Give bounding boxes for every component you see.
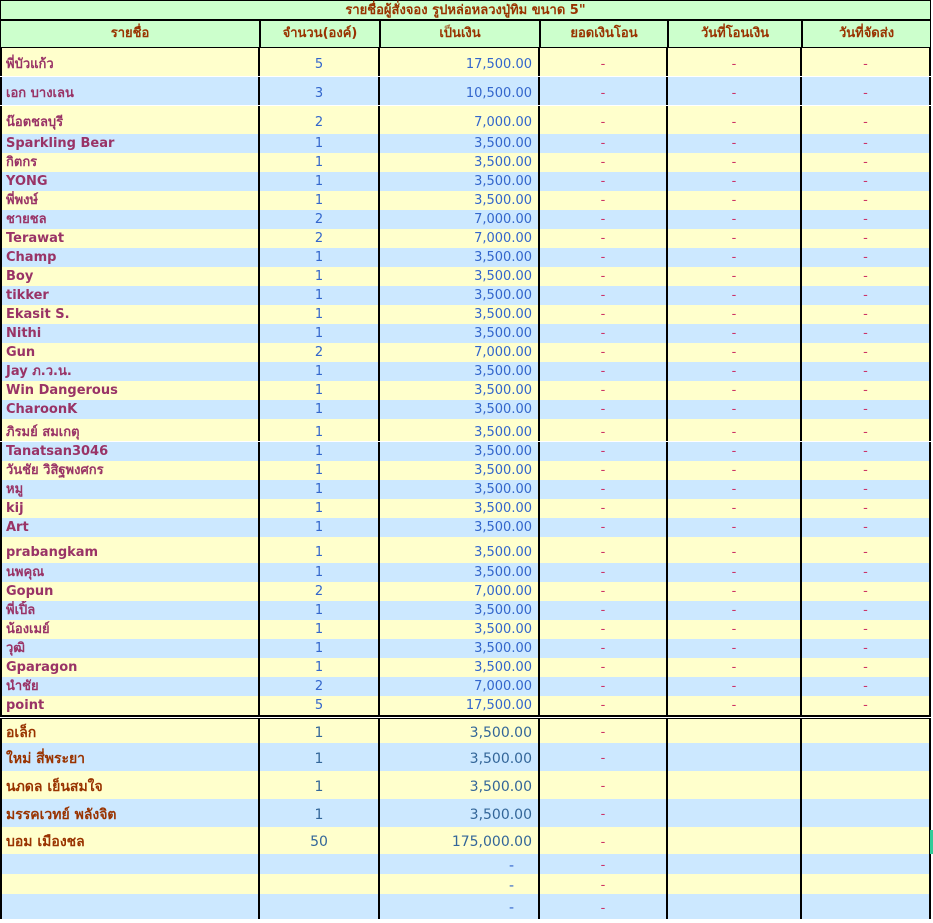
cell-qty[interactable]: 1	[260, 419, 380, 441]
cell-amount[interactable]: 3,500.00	[380, 639, 540, 658]
cell-transfer[interactable]: -	[540, 362, 668, 381]
cell-name[interactable]: อเล็ก	[0, 719, 260, 743]
cell-transfer-date[interactable]: -	[668, 620, 802, 639]
cell-name[interactable]: Gparagon	[0, 658, 260, 677]
cell-amount[interactable]: 3,500.00	[380, 601, 540, 620]
cell-name[interactable]: tikker	[0, 286, 260, 305]
cell-transfer[interactable]: -	[540, 518, 668, 537]
cell-qty[interactable]: 2	[260, 343, 380, 362]
cell-qty[interactable]: 1	[260, 442, 380, 461]
table-row	[0, 106, 931, 134]
cell-amount[interactable]: 17,500.00	[380, 48, 540, 76]
cell-amount[interactable]: 7,000.00	[380, 106, 540, 134]
cell-qty[interactable]: 1	[260, 639, 380, 658]
cell-transfer-date[interactable]	[668, 743, 802, 771]
cell-ship-date[interactable]: -	[802, 563, 931, 582]
cell-transfer-date[interactable]: -	[668, 210, 802, 229]
cell-name[interactable]: พี่บัวแก้ว	[0, 48, 260, 76]
cell-ship-date[interactable]	[802, 743, 931, 771]
cell-transfer-date[interactable]: -	[668, 696, 802, 715]
cell-qty[interactable]: 1	[260, 381, 380, 400]
cell-transfer[interactable]: -	[540, 381, 668, 400]
cell-ship-date[interactable]: -	[802, 153, 931, 172]
cell-transfer[interactable]: -	[540, 343, 668, 362]
cell-transfer-date[interactable]: -	[668, 106, 802, 134]
cell-transfer[interactable]: -	[540, 106, 668, 134]
cell-name[interactable]: กิตกร	[0, 153, 260, 172]
cell-qty[interactable]: 1	[260, 743, 380, 771]
cell-transfer-date[interactable]: -	[668, 658, 802, 677]
table-row	[0, 799, 931, 827]
cell-transfer[interactable]: -	[540, 248, 668, 267]
cell-transfer[interactable]: -	[540, 620, 668, 639]
cell-amount[interactable]: 7,000.00	[380, 582, 540, 601]
cell-qty[interactable]: 1	[260, 658, 380, 677]
cell-name[interactable]: วันชัย วิสิฐพงศกร	[0, 461, 260, 480]
cell-qty[interactable]: 1	[260, 400, 380, 419]
cell-ship-date[interactable]	[802, 827, 931, 854]
cell-amount[interactable]: 3,500.00	[380, 743, 540, 771]
table-row	[0, 77, 931, 105]
cell-qty[interactable]: 1	[260, 719, 380, 743]
cell-qty[interactable]: 3	[260, 77, 380, 105]
cell-amount[interactable]: 17,500.00	[380, 696, 540, 715]
cell-ship-date[interactable]: -	[802, 324, 931, 343]
cell-amount[interactable]: 3,500.00	[380, 324, 540, 343]
cell-ship-date[interactable]: -	[802, 696, 931, 715]
cell-qty[interactable]: 5	[260, 696, 380, 715]
cell-ship-date[interactable]	[802, 799, 931, 827]
cell-name[interactable]: Gun	[0, 343, 260, 362]
cell-name[interactable]: Art	[0, 518, 260, 537]
cell-ship-date[interactable]	[802, 719, 931, 743]
cell-transfer[interactable]: -	[540, 874, 668, 894]
cell-amount[interactable]: 7,000.00	[380, 229, 540, 248]
cell-transfer-date[interactable]: -	[668, 639, 802, 658]
cell-transfer[interactable]: -	[540, 827, 668, 854]
cell-transfer[interactable]: -	[540, 191, 668, 210]
cell-transfer-date[interactable]: -	[668, 286, 802, 305]
cell-ship-date[interactable]	[802, 771, 931, 799]
table-row	[0, 48, 931, 76]
cell-transfer-date[interactable]: -	[668, 267, 802, 286]
cell-transfer[interactable]: -	[540, 480, 668, 499]
header-qty[interactable]: จำนวน(องค์)	[260, 20, 380, 48]
cell-transfer[interactable]: -	[540, 799, 668, 827]
cell-qty[interactable]: 2	[260, 677, 380, 696]
cell-amount[interactable]: 3,500.00	[380, 362, 540, 381]
cell-qty[interactable]	[260, 894, 380, 919]
cell-amount[interactable]: 3,500.00	[380, 518, 540, 537]
table-row	[0, 381, 931, 400]
cell-transfer-date[interactable]: -	[668, 153, 802, 172]
header-ship-date[interactable]: วันที่จัดส่ง	[802, 20, 931, 48]
cell-transfer[interactable]: -	[540, 658, 668, 677]
cell-ship-date[interactable]: -	[802, 499, 931, 518]
cell-qty[interactable]: 1	[260, 362, 380, 381]
cell-name[interactable]: นภดล เย็นสมใจ	[0, 771, 260, 799]
cell-name[interactable]: พี่พงษ์	[0, 191, 260, 210]
cell-amount[interactable]: 3,500.00	[380, 499, 540, 518]
cell-transfer[interactable]: -	[540, 48, 668, 76]
cell-amount[interactable]: 3,500.00	[380, 400, 540, 419]
cell-name[interactable]: ใหม่ สี่พระยา	[0, 743, 260, 771]
cell-transfer-date[interactable]: -	[668, 419, 802, 441]
cell-ship-date[interactable]: -	[802, 286, 931, 305]
cell-name[interactable]: Gopun	[0, 582, 260, 601]
table-row	[0, 894, 931, 919]
cell-ship-date[interactable]: -	[802, 191, 931, 210]
cell-amount[interactable]: 3,500.00	[380, 799, 540, 827]
cell-name[interactable]: Terawat	[0, 229, 260, 248]
table-row	[0, 696, 931, 715]
cell-name[interactable]: น๊อตชลบุรี	[0, 106, 260, 134]
table-row	[0, 658, 931, 677]
table-row	[0, 719, 931, 743]
cell-amount[interactable]: 3,500.00	[380, 563, 540, 582]
cell-transfer[interactable]: -	[540, 696, 668, 715]
cell-transfer[interactable]: -	[540, 153, 668, 172]
cell-ship-date[interactable]: -	[802, 172, 931, 191]
table-row	[0, 582, 931, 601]
cell-ship-date[interactable]	[802, 894, 931, 919]
cell-transfer[interactable]: -	[540, 442, 668, 461]
cell-amount[interactable]: 175,000.00	[380, 827, 540, 854]
cell-name[interactable]: นำชัย	[0, 677, 260, 696]
cell-ship-date[interactable]: -	[802, 305, 931, 324]
cell-ship-date[interactable]: -	[802, 248, 931, 267]
cell-transfer[interactable]: -	[540, 499, 668, 518]
cell-qty[interactable]: 50	[260, 827, 380, 854]
cell-transfer-date[interactable]	[668, 894, 802, 919]
cell-transfer-date[interactable]	[668, 719, 802, 743]
table-row	[0, 639, 931, 658]
cell-name[interactable]: point	[0, 696, 260, 715]
cell-amount[interactable]: 7,000.00	[380, 210, 540, 229]
cell-qty[interactable]	[260, 854, 380, 874]
cell-qty[interactable]: 1	[260, 191, 380, 210]
cell-qty[interactable]: 2	[260, 210, 380, 229]
cell-amount[interactable]: 10,500.00	[380, 77, 540, 105]
table-row	[0, 601, 931, 620]
cell-transfer-date[interactable]: -	[668, 229, 802, 248]
cell-transfer-date[interactable]: -	[668, 563, 802, 582]
cell-name[interactable]: Jay ภ.ว.น.	[0, 362, 260, 381]
table-row	[0, 442, 931, 461]
cell-ship-date[interactable]: -	[802, 362, 931, 381]
table-row	[0, 172, 931, 191]
table-row	[0, 267, 931, 286]
cell-ship-date[interactable]: -	[802, 537, 931, 563]
cell-qty[interactable]: 1	[260, 771, 380, 799]
cell-amount[interactable]: 3,500.00	[380, 134, 540, 153]
cell-qty[interactable]: 2	[260, 106, 380, 134]
cell-name[interactable]: พี่เปิ้ล	[0, 601, 260, 620]
cell-ship-date[interactable]: -	[802, 134, 931, 153]
cell-name[interactable]	[0, 894, 260, 919]
cell-qty[interactable]: 1	[260, 134, 380, 153]
cell-name[interactable]: Tanatsan3046	[0, 442, 260, 461]
cell-amount[interactable]: 3,500.00	[380, 461, 540, 480]
table-row	[0, 743, 931, 771]
cell-transfer-date[interactable]: -	[668, 582, 802, 601]
cell-ship-date[interactable]: -	[802, 442, 931, 461]
cell-qty[interactable]: 2	[260, 582, 380, 601]
cell-transfer[interactable]: -	[540, 77, 668, 105]
table-row	[0, 518, 931, 537]
cell-name[interactable]: CharoonK	[0, 400, 260, 419]
cell-transfer[interactable]: -	[540, 894, 668, 919]
header-amount[interactable]: เป็นเงิน	[380, 20, 540, 48]
table-row	[0, 419, 931, 441]
cell-name[interactable]: kij	[0, 499, 260, 518]
cell-transfer[interactable]: -	[540, 419, 668, 441]
cell-transfer[interactable]: -	[540, 210, 668, 229]
cell-qty[interactable]: 1	[260, 620, 380, 639]
cell-transfer[interactable]: -	[540, 677, 668, 696]
cell-transfer-date[interactable]	[668, 799, 802, 827]
cell-name[interactable]: YONG	[0, 172, 260, 191]
cell-transfer-date[interactable]: -	[668, 362, 802, 381]
cell-qty[interactable]: 1	[260, 518, 380, 537]
cell-amount[interactable]: 3,500.00	[380, 305, 540, 324]
cell-name[interactable]: มรรคเวทย์ พลังจิต	[0, 799, 260, 827]
table-row	[0, 499, 931, 518]
cell-transfer[interactable]: -	[540, 639, 668, 658]
cell-qty[interactable]: 1	[260, 499, 380, 518]
cell-qty[interactable]	[260, 874, 380, 894]
cell-qty[interactable]: 1	[260, 563, 380, 582]
cell-name[interactable]: Sparkling Bear	[0, 134, 260, 153]
cell-qty[interactable]: 1	[260, 172, 380, 191]
cell-name[interactable]	[0, 854, 260, 874]
cell-ship-date[interactable]: -	[802, 343, 931, 362]
cell-qty[interactable]: 1	[260, 267, 380, 286]
cell-amount[interactable]: 3,500.00	[380, 153, 540, 172]
cell-transfer[interactable]: -	[540, 461, 668, 480]
table-row	[0, 134, 931, 153]
cell-name[interactable]: หมู	[0, 480, 260, 499]
cell-ship-date[interactable]: -	[802, 480, 931, 499]
cell-qty[interactable]: 5	[260, 48, 380, 76]
cell-name[interactable]: บอม เมืองชล	[0, 827, 260, 854]
cell-transfer-date[interactable]: -	[668, 324, 802, 343]
cell-name[interactable]: วุฒิ	[0, 639, 260, 658]
cell-transfer[interactable]: -	[540, 771, 668, 799]
cell-amount[interactable]: 3,500.00	[380, 419, 540, 441]
cell-transfer-date[interactable]: -	[668, 381, 802, 400]
cell-ship-date[interactable]: -	[802, 620, 931, 639]
cell-transfer[interactable]: -	[540, 400, 668, 419]
header-transfer[interactable]: ยอดเงินโอน	[540, 20, 668, 48]
cell-amount[interactable]: 3,500.00	[380, 480, 540, 499]
table-row	[0, 400, 931, 419]
cell-ship-date[interactable]: -	[802, 582, 931, 601]
table-row	[0, 229, 931, 248]
cell-ship-date[interactable]: -	[802, 229, 931, 248]
cell-qty[interactable]: 1	[260, 799, 380, 827]
cell-transfer-date[interactable]: -	[668, 400, 802, 419]
cell-name[interactable]: น้องเมย์	[0, 620, 260, 639]
cell-transfer-date[interactable]: -	[668, 601, 802, 620]
cell-qty[interactable]: 1	[260, 286, 380, 305]
cell-transfer[interactable]: -	[540, 537, 668, 563]
cell-amount[interactable]: 3,500.00	[380, 172, 540, 191]
table-row	[0, 827, 931, 854]
cell-transfer[interactable]: -	[540, 719, 668, 743]
header-transfer-date[interactable]: วันที่โอนเงิน	[668, 20, 802, 48]
table-row	[0, 324, 931, 343]
cell-transfer-date[interactable]: -	[668, 305, 802, 324]
cell-amount[interactable]: 3,500.00	[380, 771, 540, 799]
cell-name[interactable]: Nithi	[0, 324, 260, 343]
cell-ship-date[interactable]	[802, 854, 931, 874]
cell-ship-date[interactable]: -	[802, 461, 931, 480]
cell-qty[interactable]: 1	[260, 461, 380, 480]
cell-qty[interactable]: 1	[260, 153, 380, 172]
cell-transfer[interactable]: -	[540, 134, 668, 153]
cell-transfer-date[interactable]: -	[668, 248, 802, 267]
cell-transfer[interactable]: -	[540, 563, 668, 582]
table-row	[0, 286, 931, 305]
table-row	[0, 343, 931, 362]
cell-transfer-date[interactable]: -	[668, 442, 802, 461]
cell-transfer[interactable]: -	[540, 286, 668, 305]
table-row	[0, 620, 931, 639]
cell-amount[interactable]: 3,500.00	[380, 537, 540, 563]
cell-transfer-date[interactable]: -	[668, 480, 802, 499]
cell-amount[interactable]: 3,500.00	[380, 191, 540, 210]
cell-name[interactable]: Ekasit S.	[0, 305, 260, 324]
header-name[interactable]: รายชื่อ	[0, 20, 260, 48]
cell-transfer-date[interactable]: -	[668, 134, 802, 153]
cell-transfer-date[interactable]: -	[668, 191, 802, 210]
table-row	[0, 248, 931, 267]
cell-transfer[interactable]: -	[540, 305, 668, 324]
cell-transfer[interactable]: -	[540, 172, 668, 191]
cell-ship-date[interactable]: -	[802, 639, 931, 658]
cell-ship-date[interactable]: -	[802, 658, 931, 677]
cell-transfer-date[interactable]: -	[668, 518, 802, 537]
cell-transfer-date[interactable]: -	[668, 48, 802, 76]
sheet-title: รายชื่อผู้สั่งจอง รูปหล่อหลวงปู่ทิม ขนาด 5"	[0, 0, 931, 20]
cell-ship-date[interactable]: -	[802, 419, 931, 441]
cell-ship-date[interactable]: -	[802, 210, 931, 229]
cell-amount[interactable]: -	[380, 854, 540, 874]
cell-transfer[interactable]: -	[540, 324, 668, 343]
table-row	[0, 305, 931, 324]
cell-name[interactable]	[0, 874, 260, 894]
cell-ship-date[interactable]: -	[802, 267, 931, 286]
cell-name[interactable]: นพคุณ	[0, 563, 260, 582]
cell-ship-date[interactable]: -	[802, 601, 931, 620]
cell-qty[interactable]: 1	[260, 537, 380, 563]
table-row	[0, 153, 931, 172]
cell-ship-date[interactable]: -	[802, 48, 931, 76]
cell-transfer[interactable]: -	[540, 743, 668, 771]
cell-amount[interactable]: 3,500.00	[380, 267, 540, 286]
cell-qty[interactable]: 2	[260, 229, 380, 248]
table-row	[0, 461, 931, 480]
table-row	[0, 480, 931, 499]
cell-name[interactable]: prabangkam	[0, 537, 260, 563]
cell-transfer[interactable]: -	[540, 229, 668, 248]
cell-qty[interactable]: 1	[260, 601, 380, 620]
cell-amount[interactable]: 3,500.00	[380, 286, 540, 305]
cell-amount[interactable]: -	[380, 894, 540, 919]
cell-amount[interactable]: 3,500.00	[380, 442, 540, 461]
cell-transfer-date[interactable]	[668, 854, 802, 874]
table-row	[0, 874, 931, 894]
cell-transfer-date[interactable]: -	[668, 343, 802, 362]
cell-ship-date[interactable]: -	[802, 400, 931, 419]
cell-transfer[interactable]: -	[540, 854, 668, 874]
cell-transfer-date[interactable]: -	[668, 77, 802, 105]
cell-ship-date[interactable]	[802, 874, 931, 894]
table-row	[0, 210, 931, 229]
cell-qty[interactable]: 1	[260, 248, 380, 267]
cell-qty[interactable]: 1	[260, 305, 380, 324]
cell-qty[interactable]: 1	[260, 480, 380, 499]
cell-name[interactable]: ชายชล	[0, 210, 260, 229]
cell-name[interactable]: Champ	[0, 248, 260, 267]
cell-transfer[interactable]: -	[540, 582, 668, 601]
cell-amount[interactable]: 3,500.00	[380, 381, 540, 400]
cell-transfer-date[interactable]: -	[668, 461, 802, 480]
cell-transfer-date[interactable]: -	[668, 537, 802, 563]
cell-amount[interactable]: 3,500.00	[380, 620, 540, 639]
cell-transfer-date[interactable]	[668, 874, 802, 894]
cell-transfer-date[interactable]: -	[668, 172, 802, 191]
table-row	[0, 771, 931, 799]
table-row	[0, 854, 931, 874]
cell-amount[interactable]: 3,500.00	[380, 658, 540, 677]
cell-transfer[interactable]: -	[540, 267, 668, 286]
cell-ship-date[interactable]: -	[802, 518, 931, 537]
cell-name[interactable]: Win Dangerous	[0, 381, 260, 400]
table-row	[0, 677, 931, 696]
cell-name[interactable]: เอก บางเลน	[0, 77, 260, 105]
cell-transfer-date[interactable]: -	[668, 499, 802, 518]
cell-amount[interactable]: 7,000.00	[380, 343, 540, 362]
cell-transfer-date[interactable]	[668, 827, 802, 854]
cell-ship-date[interactable]: -	[802, 106, 931, 134]
cell-amount[interactable]: 7,000.00	[380, 677, 540, 696]
table-row	[0, 563, 931, 582]
cell-qty[interactable]: 1	[260, 324, 380, 343]
cell-amount[interactable]: 3,500.00	[380, 719, 540, 743]
cell-amount[interactable]: -	[380, 874, 540, 894]
cell-name[interactable]: Boy	[0, 267, 260, 286]
table-row	[0, 362, 931, 381]
cell-ship-date[interactable]: -	[802, 381, 931, 400]
cell-transfer-date[interactable]: -	[668, 677, 802, 696]
table-row	[0, 191, 931, 210]
table-row	[0, 537, 931, 563]
cell-amount[interactable]: 3,500.00	[380, 248, 540, 267]
cell-ship-date[interactable]: -	[802, 677, 931, 696]
cell-transfer-date[interactable]	[668, 771, 802, 799]
cell-name[interactable]: ภิรมย์ สมเกตุ	[0, 419, 260, 441]
cell-transfer[interactable]: -	[540, 601, 668, 620]
cell-ship-date[interactable]: -	[802, 77, 931, 105]
